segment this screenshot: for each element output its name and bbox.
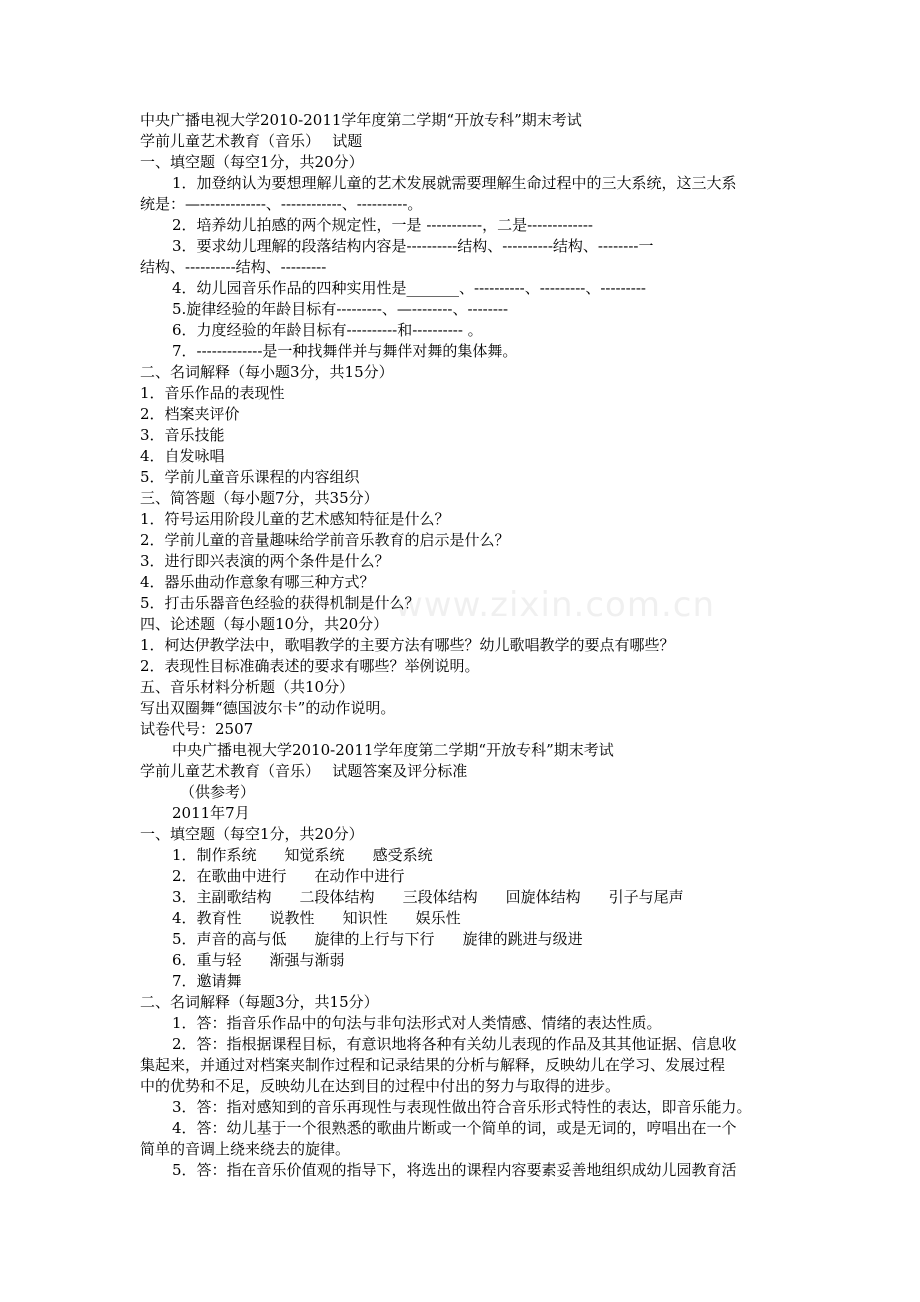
exam-subtitle: 学前儿童艺术教育（音乐） 试题: [140, 132, 363, 150]
question-line: 3．进行即兴表演的两个条件是什么？: [140, 552, 390, 570]
exam-code: 试卷代号：2507: [140, 720, 254, 738]
answer-reference-note: （供参考）: [180, 783, 256, 801]
question-line: 4．器乐曲动作意象有哪三种方式？: [140, 573, 375, 591]
question-line: 7．-------------是一种找舞伴并与舞伴对舞的集体舞。: [172, 342, 518, 360]
answer-line: 1．答：指音乐作品中的句法与非句法形式对人类情感、情绪的表达性质。: [172, 1014, 662, 1032]
section-heading: 三、简答题（每小题7分，共35分）: [140, 489, 379, 507]
exam-title: 中央广播电视大学2010-2011学年度第二学期“开放专科”期末考试: [140, 111, 582, 129]
answer-line: 3．主副歌结构 二段体结构 三段体结构 回旋体结构 引子与尾声: [172, 888, 684, 906]
question-line: 2．档案夹评价: [140, 405, 240, 423]
answer-title: 中央广播电视大学2010-2011学年度第二学期“开放专科”期末考试: [172, 741, 614, 759]
question-line: 2．表现性目标准确表述的要求有哪些？举例说明。: [140, 657, 480, 675]
answer-subtitle: 学前儿童艺术教育（音乐） 试题答案及评分标准: [140, 762, 468, 780]
question-line: 5．打击乐器音色经验的获得机制是什么？: [140, 594, 420, 612]
question-line: 3．音乐技能: [140, 426, 225, 444]
answer-line: 简单的音调上绕来绕去的旋律。: [140, 1140, 351, 1158]
watermark: www.zixin.com.cn: [395, 585, 715, 625]
section-heading: 二、名词解释（每题3分，共15分）: [140, 993, 379, 1011]
section-heading: 一、填空题（每空1分，共20分）: [140, 825, 364, 843]
answer-line: 中的优势和不足，反映幼儿在达到目的过程中付出的努力与取得的进步。: [140, 1077, 621, 1095]
answer-line: 2．在歌曲中进行 在动作中进行: [172, 867, 405, 885]
question-line: 2．培养幼儿拍感的两个规定性，一是 -----------，二是-------------: [172, 216, 593, 234]
question-line: 4．幼儿园音乐作品的四种实用性是_______、----------、---------、---------: [172, 279, 646, 297]
question-line: 1．柯达伊教学法中，歌唱教学的主要方法有哪些？幼儿歌唱教学的要点有哪些？: [140, 636, 675, 654]
section-heading: 五、音乐材料分析题（共10分）: [140, 678, 355, 696]
document-page: [140, 110, 790, 1181]
answer-line: 1．制作系统 知觉系统 感受系统: [172, 846, 433, 864]
question-line: 3．要求幼儿理解的段落结构内容是----------结构、----------结构、--------一: [172, 237, 654, 255]
question-line: 5.旋律经验的年龄目标有---------、—--------、--------: [172, 300, 509, 318]
question-line: 2．学前儿童的音量趣味给学前音乐教育的启示是什么？: [140, 531, 510, 549]
answer-line: 4．答：幼儿基于一个很熟悉的歌曲片断或一个简单的词，或是无词的，哼唱出在一个: [172, 1119, 737, 1137]
answer-line: 4．教育性 说教性 知识性 娱乐性: [172, 909, 461, 927]
section-heading: 一、填空题（每空1分，共20分）: [140, 153, 364, 171]
section-heading: 二、名词解释（每小题3分，共15分）: [140, 363, 394, 381]
answer-line: 2．答：指根据课程目标，有意识地将各种有关幼儿表现的作品及其其他证据、信息收: [172, 1035, 737, 1053]
question-line: 4．自发咏唱: [140, 447, 225, 465]
answer-line: 6．重与轻 渐强与渐弱: [172, 951, 345, 969]
answer-line: 7．邀请舞: [172, 972, 242, 990]
answer-line: 集起来，并通过对档案夹制作过程和记录结果的分析与解释，反映幼儿在学习、发展过程: [140, 1056, 726, 1074]
question-line: 1．音乐作品的表现性: [140, 384, 285, 402]
question-line: 6．力度经验的年龄目标有----------和---------- 。: [172, 321, 483, 339]
question-line: 1．符号运用阶段儿童的艺术感知特征是什么？: [140, 510, 450, 528]
answer-line: 5．答：指在音乐价值观的指导下，将选出的课程内容要素妥善地组织成幼儿园教育活: [172, 1161, 737, 1179]
section-heading: 四、论述题（每小题10分，共20分）: [140, 615, 389, 633]
question-line: 统是：—-------------、------------、----------。: [140, 195, 423, 213]
question-line: 结构、----------结构、---------: [140, 258, 327, 276]
answer-line: 3．答：指对感知到的音乐再现性与表现性做出符合音乐形式特性的表达，即音乐能力。: [172, 1098, 752, 1116]
question-line: 5．学前儿童音乐课程的内容组织: [140, 468, 360, 486]
answer-line: 5．声音的高与低 旋律的上行与下行 旋律的跳进与级进: [172, 930, 583, 948]
question-line: 1．加登纳认为要想理解儿童的艺术发展就需要理解生命过程中的三大系统，这三大系: [172, 174, 737, 192]
answer-date: 2011年7月: [172, 804, 250, 822]
question-line: 写出双圈舞“德国波尔卡”的动作说明。: [140, 699, 396, 717]
